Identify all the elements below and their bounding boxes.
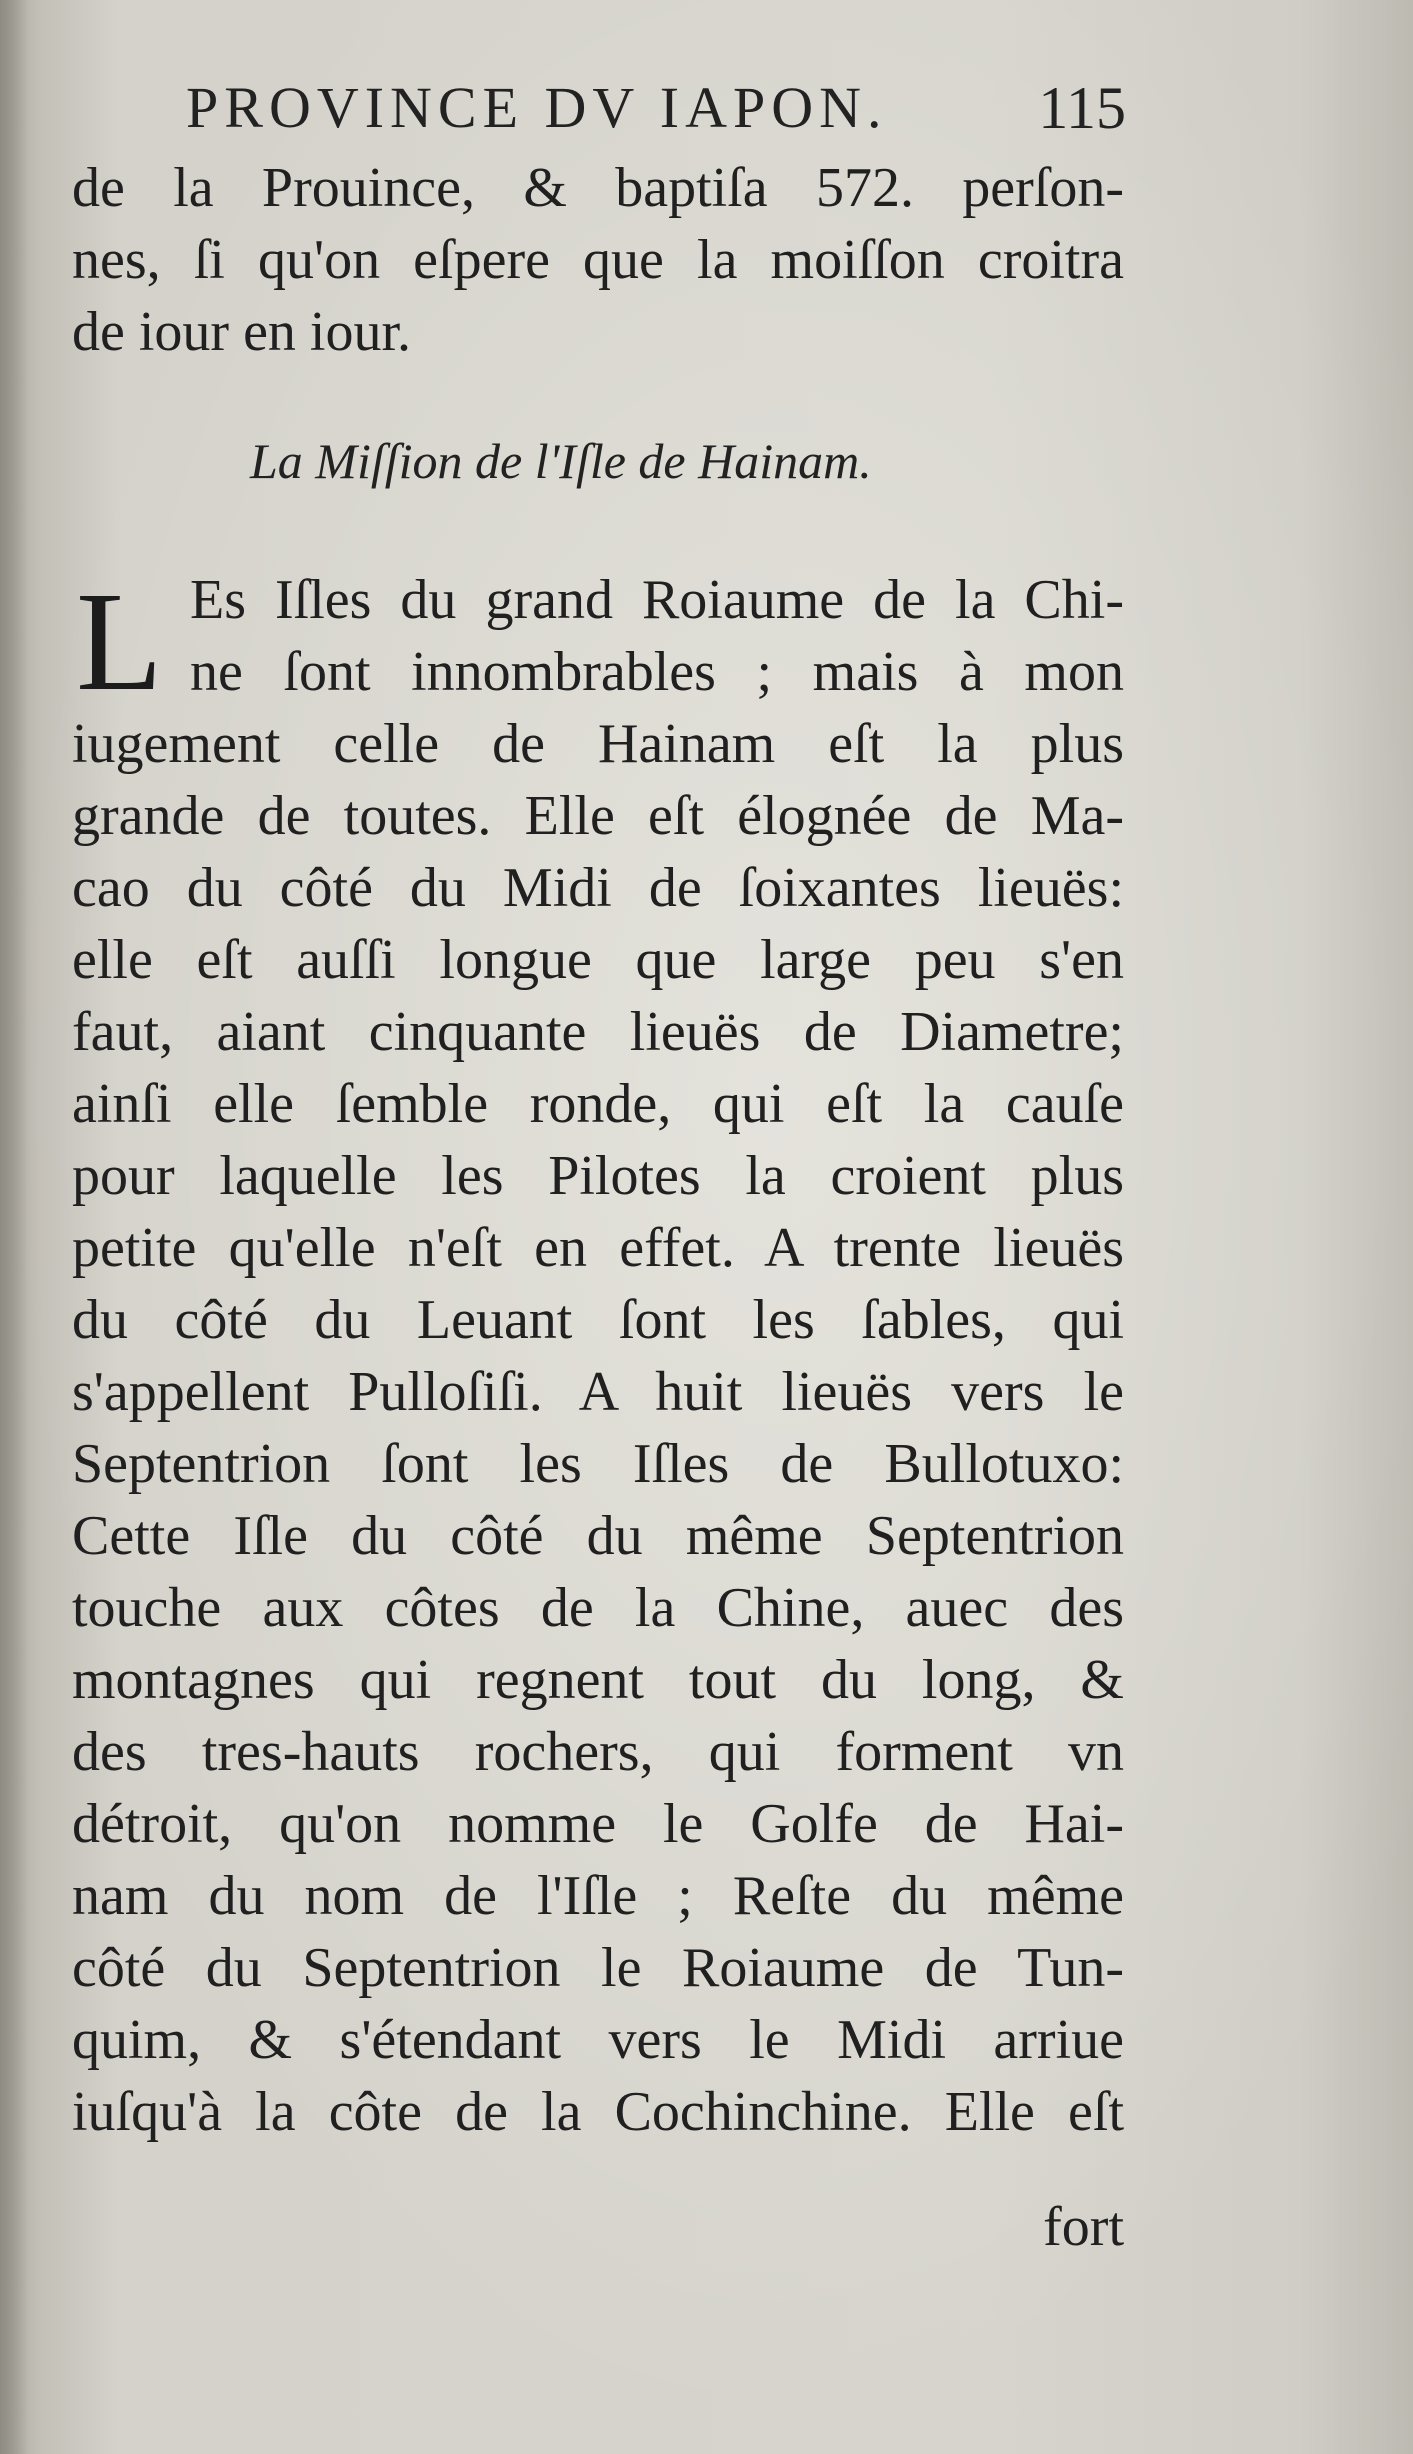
- page-number: 115: [1038, 75, 1126, 141]
- page-header: [186, 70, 1126, 150]
- text-line: des tres-hauts rochers, qui forment vn: [72, 1721, 1124, 1783]
- text-line: montagnes qui regnent tout du long, &: [72, 1649, 1124, 1711]
- text-line: elle eſt auſſi longue que large peu s'en: [72, 929, 1124, 991]
- text-line: grande de toutes. Elle eſt élognée de Ma-: [72, 785, 1124, 847]
- text-line: nes, ſi qu'on eſpere que la moiſſon croitra: [72, 229, 1124, 291]
- text-line: côté du Septentrion le Roiaume de Tun-: [72, 1937, 1124, 1999]
- text-line: pour laquelle les Pilotes la croient plus: [72, 1145, 1124, 1207]
- text-line: de iour en iour.: [72, 301, 412, 363]
- text-line: du côté du Leuant ſont les ſables, qui: [72, 1289, 1124, 1351]
- text-line: faut, aiant cinquante lieuës de Diametre;: [72, 1001, 1124, 1063]
- text-line: iuſqu'à la côte de la Cochinchine. Elle eſt: [72, 2081, 1124, 2143]
- drop-cap: L: [76, 562, 163, 720]
- catchword: fort: [1043, 2196, 1124, 2258]
- text-line: de la Prouince, & baptiſa 572. perſon-: [72, 157, 1124, 219]
- text-line: s'appellent Pulloſiſi. A huit lieuës vers le: [72, 1361, 1124, 1423]
- text-line: nam du nom de l'Iſle ; Reſte du même: [72, 1865, 1124, 1927]
- text-line: Es Iſles du grand Roiaume de la Chi-: [190, 569, 1124, 631]
- page-gutter-shadow: [0, 0, 28, 2454]
- text-line: Septentrion ſont les Iſles de Bullotuxo:: [72, 1433, 1124, 1495]
- text-line: iugement celle de Hainam eſt la plus: [72, 713, 1124, 775]
- running-head: PROVINCE DV IAPON.: [186, 75, 888, 140]
- text-line: ainſi elle ſemble ronde, qui eſt la cauſe: [72, 1073, 1124, 1135]
- section-heading: La Miſſion de l'Iſle de Hainam.: [250, 433, 872, 489]
- text-line: détroit, qu'on nomme le Golfe de Hai-: [72, 1793, 1124, 1855]
- text-line: petite qu'elle n'eſt en effet. A trente lieuës: [72, 1217, 1124, 1279]
- text-line: Cette Iſle du côté du même Septentrion: [72, 1505, 1124, 1567]
- text-line: touche aux côtes de la Chine, auec des: [72, 1577, 1124, 1639]
- text-line: ne ſont innombrables ; mais à mon: [190, 641, 1124, 703]
- text-line: cao du côté du Midi de ſoixantes lieuës:: [72, 857, 1124, 919]
- text-line: quim, & s'étendant vers le Midi arriue: [72, 2009, 1124, 2071]
